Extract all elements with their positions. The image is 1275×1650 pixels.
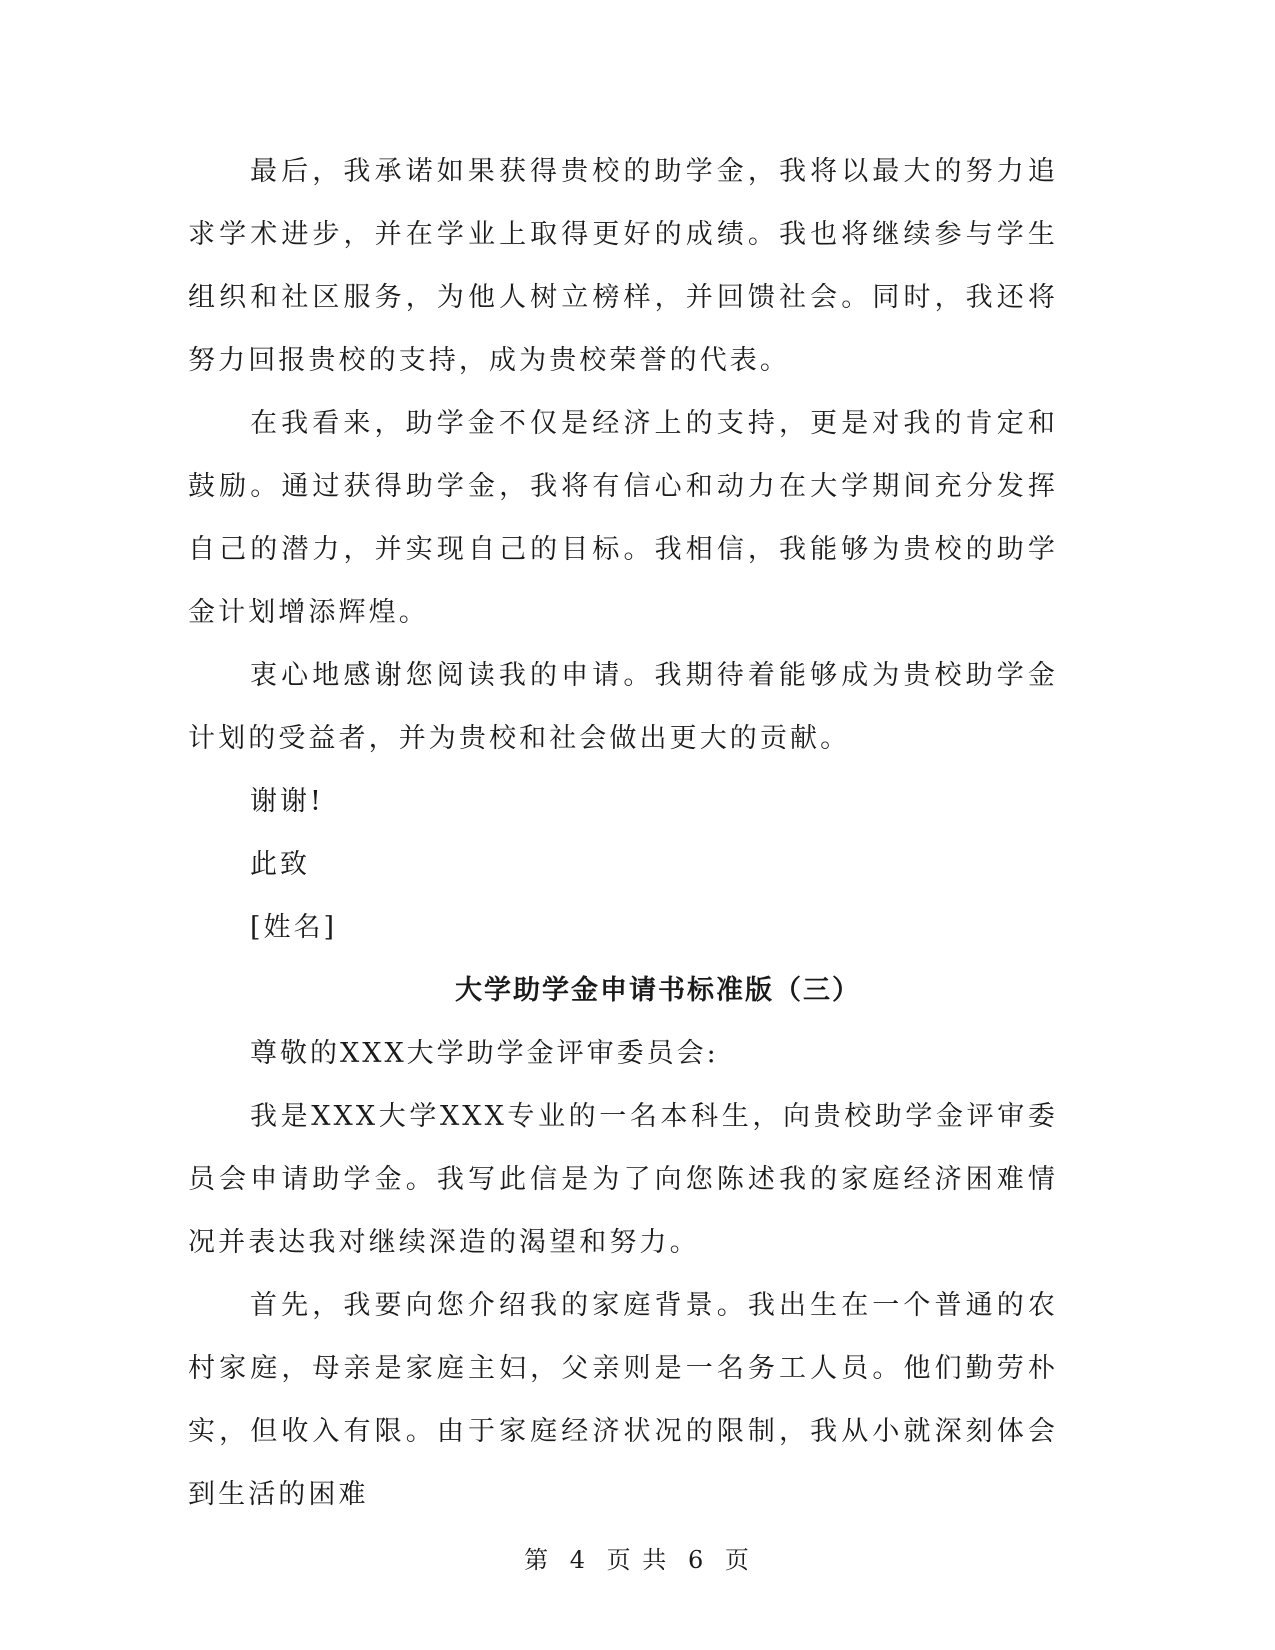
paragraph-introduction: 我是XXX大学XXX专业的一名本科生，向贵校助学金评审委员会申请助学金。我写此信是为了向您陈述我的家庭经济困难情况并表达我对继续深造的渴望和努力。 (188, 1101, 1058, 1258)
closing-line: 此致 (250, 849, 310, 880)
document-body (188, 140, 1058, 1526)
paragraph-family-background: 首先，我要向您介绍我的家庭背景。我出生在一个普通的农村家庭，母亲是家庭主妇，父亲则是一名务工人员。他们勤劳朴实，但收入有限。由于家庭经济状况的限制，我从小就深刻体会到生活的困难 (188, 1290, 1058, 1510)
paragraph-commitment: 最后，我承诺如果获得贵校的助学金，我将以最大的努力追求学术进步，并在学业上取得更好的成绩。我也将继续参与学生组织和社区服务，为他人树立榜样，并回馈社会。同时，我还将努力回报贵校的支持，成为贵校荣誉的代表。 (188, 156, 1058, 376)
footer-prefix: 第 (524, 1546, 551, 1574)
paragraph-gratitude: 衷心地感谢您阅读我的申请。我期待着能够成为贵校助学金计划的受益者，并为贵校和社会做出更大的贡献。 (188, 660, 1058, 754)
paragraph-meaning: 在我看来，助学金不仅是经济上的支持，更是对我的肯定和鼓励。通过获得助学金，我将有信心和动力在大学期间充分发挥自己的潜力，并实现自己的目标。我相信，我能够为贵校的助学金计划增添辉煌。 (188, 408, 1058, 628)
total-page-count: 6 (687, 1546, 706, 1574)
current-page-number: 4 (569, 1546, 588, 1574)
footer-middle: 页 共 (606, 1546, 669, 1574)
page-footer (0, 1540, 1275, 1575)
thanks-line: 谢谢! (250, 786, 324, 817)
salutation: 尊敬的XXX大学助学金评审委员会: (250, 1038, 719, 1069)
section-title: 大学助学金申请书标准版（三） (455, 975, 861, 1006)
footer-suffix: 页 (724, 1546, 751, 1574)
signature-name: [姓名] (250, 912, 338, 943)
